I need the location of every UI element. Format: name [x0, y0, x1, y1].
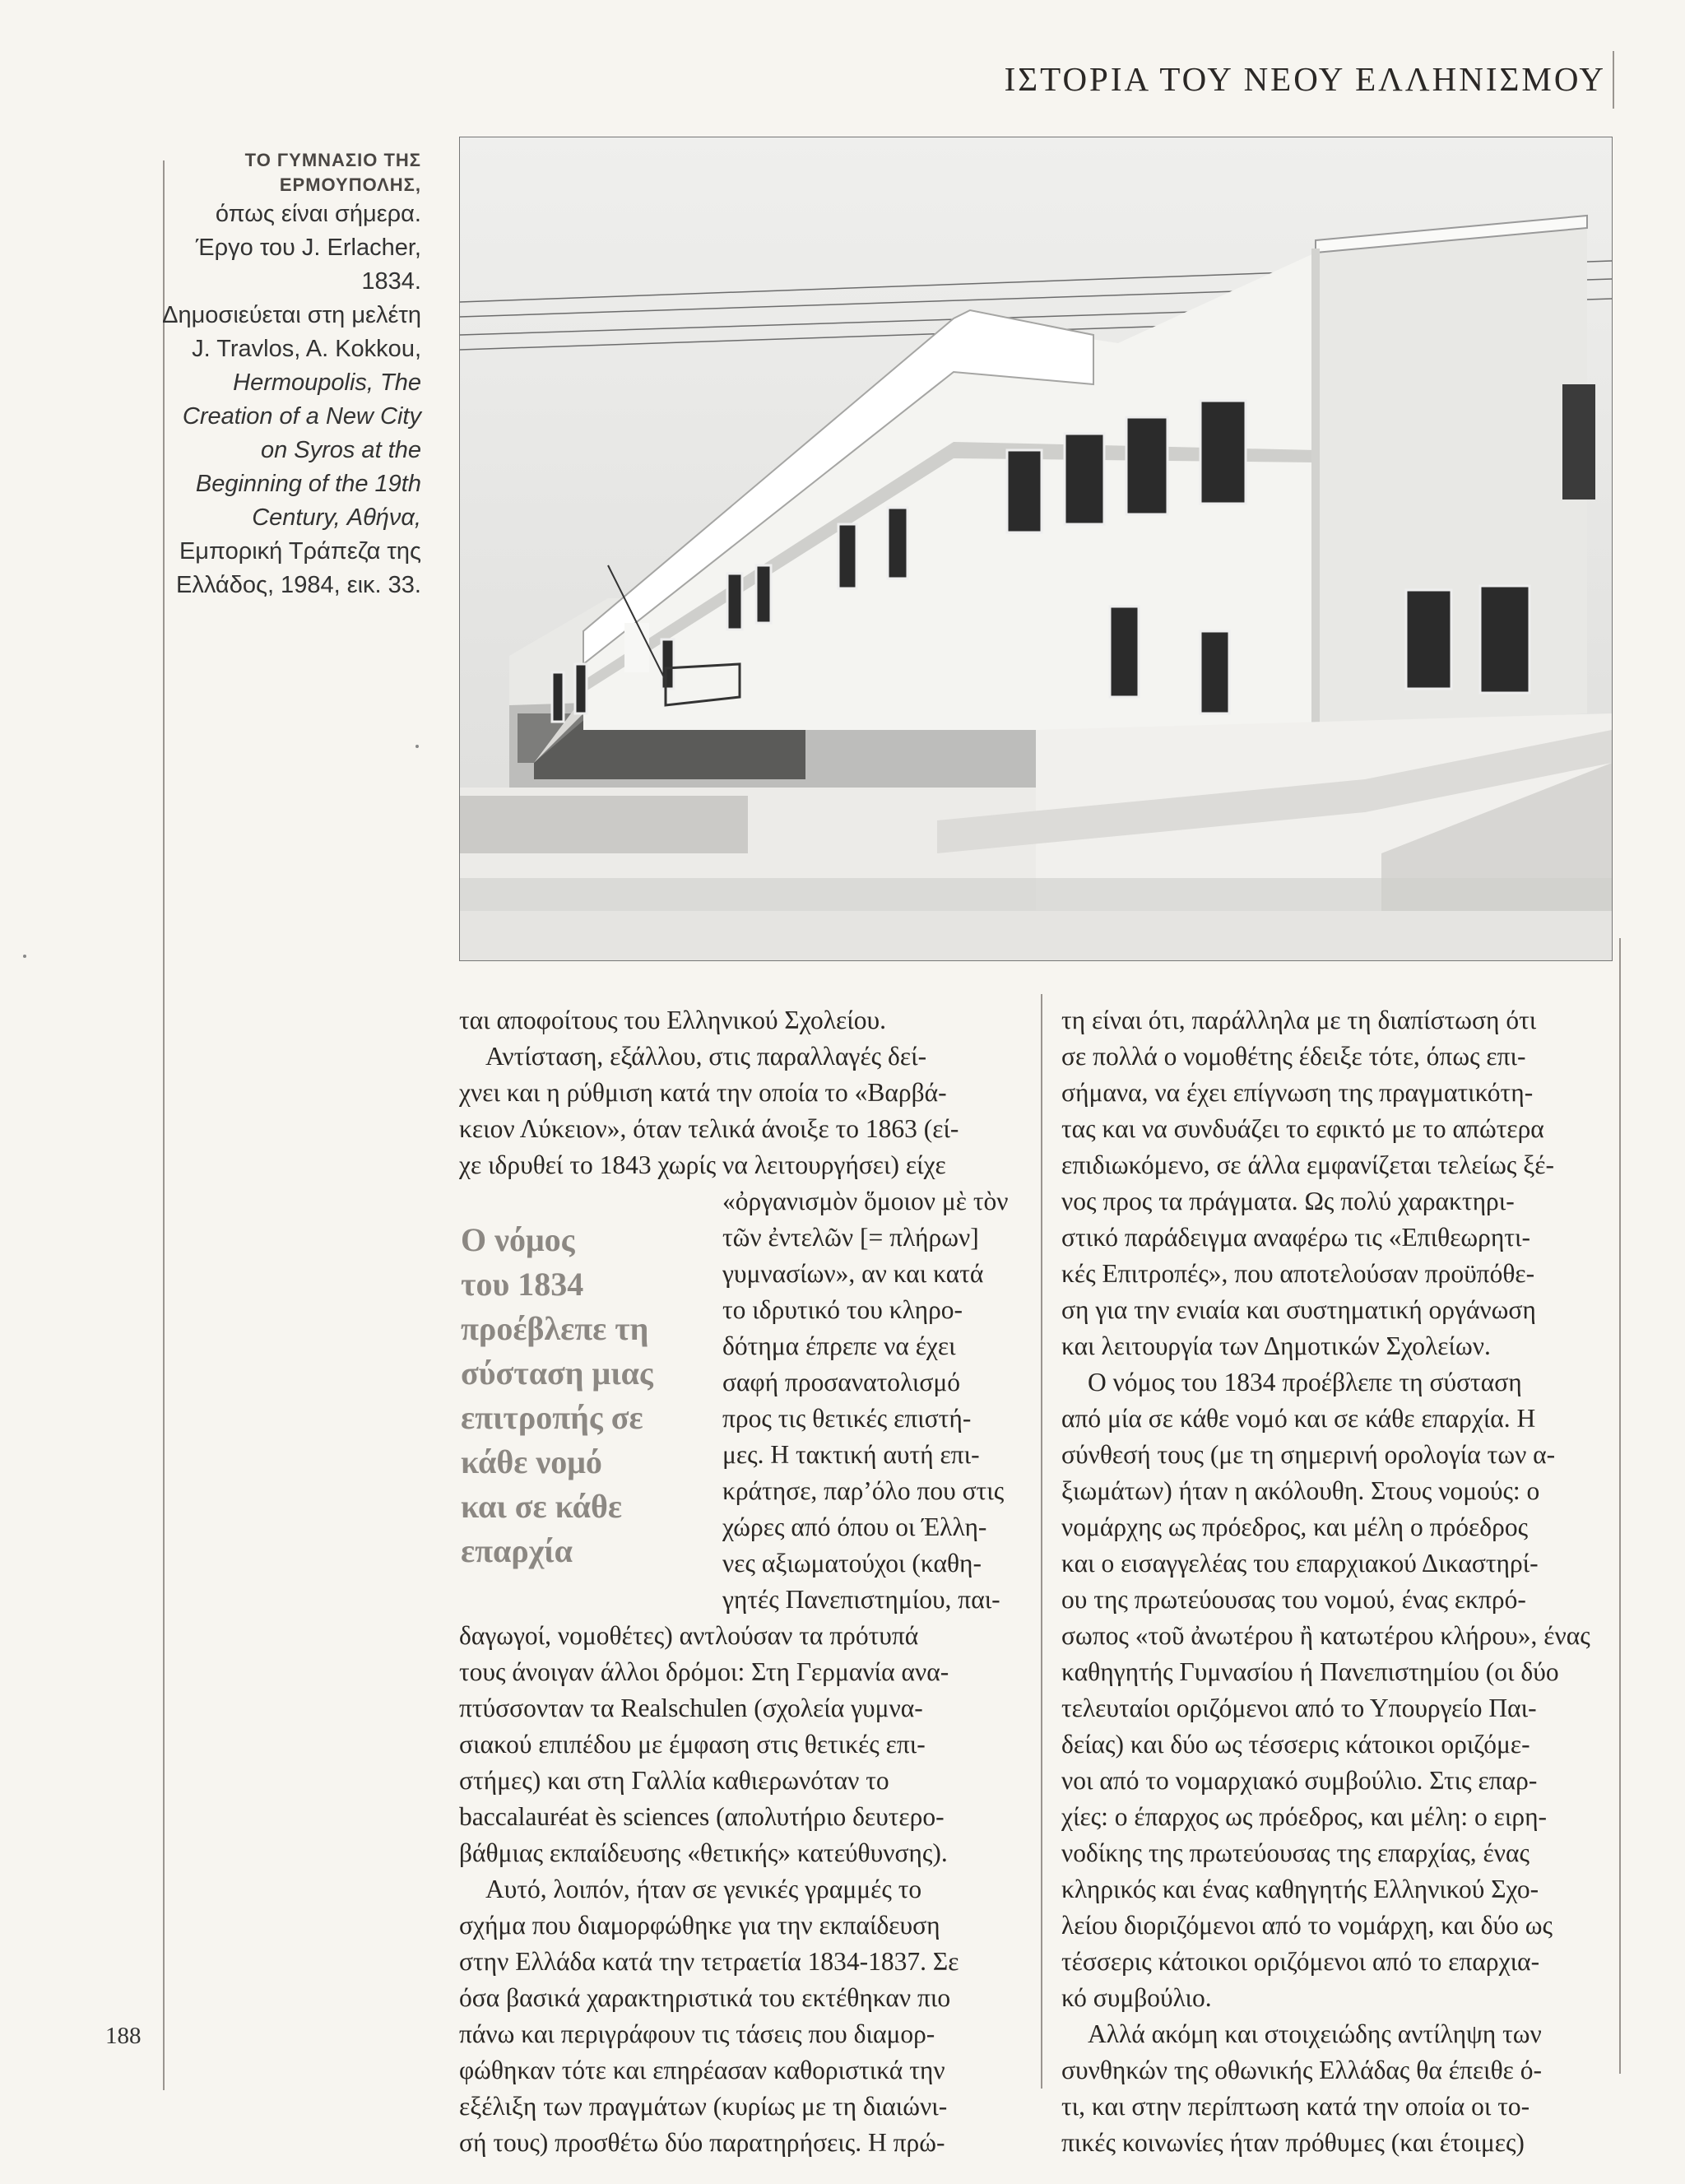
pull-quote-line: κάθε νομό	[461, 1443, 602, 1480]
text-line: σωπος «τοῦ ἀνωτέρου ἢ κατωτέρου κλήρου», ένας	[1061, 1621, 1590, 1650]
caption-line: Beginning of the 19th	[195, 471, 421, 497]
caption-line: Έργο του J. Erlacher,	[195, 235, 421, 261]
text-line: κό συμβούλιο.	[1061, 1983, 1212, 2012]
text-line: από μία σε κάθε νομό και σε κάθε επαρχία. Η	[1061, 1404, 1536, 1433]
pull-quote-line: σύσταση μιας	[461, 1355, 653, 1392]
text-line: καθηγητής Γυμνασίου ή Πανεπιστημίου (οι δύο	[1061, 1657, 1559, 1686]
right-margin-rule	[1613, 51, 1614, 109]
text-line: γυμνασίων», αν και κατά	[722, 1259, 984, 1288]
text-line: βάθμιας εκπαίδευσης «θετικής» κατεύθυνσης).	[459, 1838, 948, 1867]
text-line: σή τους) προσθέτω δύο παρατηρήσεις. Η πρώ-	[459, 2128, 945, 2157]
text-line: στήμες) και στη Γαλλία καθιερωνόταν το	[459, 1766, 889, 1795]
text-line: λείου διοριζόμενοι από το νομάρχη, και δύο ως	[1061, 1911, 1553, 1940]
text-line: σε πολλά ο νομοθέτης έδειξε τότε, όπως επι-	[1061, 1042, 1526, 1071]
margin-speck	[23, 955, 26, 958]
text-line: κληρικός και ένας καθηγητής Ελληνικού Σχο-	[1061, 1875, 1539, 1903]
text-line: σαφή προσανατολισμό	[722, 1368, 961, 1396]
text-line: πάνω και περιγράφουν τις τάσεις που διαμορ-	[459, 2019, 935, 2048]
text-line: πικές κοινωνίες ήταν πρόθυμες (και έτοιμες)	[1061, 2128, 1525, 2157]
caption-line: όπως είναι σήμερα.	[215, 201, 421, 227]
text-line: κράτησε, παρ’όλο που στις	[722, 1476, 1005, 1505]
text-line: σήμανα, να έχει επίγνωση της πραγματικότη-	[1061, 1078, 1534, 1107]
text-line: δαγωγοί, νομοθέτες) αντλούσαν τα πρότυπά	[459, 1621, 919, 1650]
text-line: baccalauréat ès sciences (απολυτήριο δευτερο-	[459, 1802, 945, 1831]
caption-title-line: ΤΟ ΓΥΜΝΑΣΙΟ ΤΗΣ	[244, 150, 421, 170]
text-line: στικό παράδειγμα αναφέρω τις «Επιθεωρητι-	[1061, 1223, 1530, 1252]
text-line: τη είναι ότι, παράλληλα με τη διαπίστωση ότι	[1061, 1006, 1537, 1034]
text-line: σχήμα που διαμορφώθηκε για την εκπαίδευση	[459, 1911, 940, 1940]
caption-line: on Syros at the	[260, 437, 421, 463]
text-line: προς τις θετικές επιστή-	[722, 1404, 972, 1433]
text-line: στην Ελλάδα κατά την τετραετία 1834-1837. Σε	[459, 1947, 959, 1976]
caption-line: Century, Αθήνα,	[252, 504, 421, 531]
photo-caption	[123, 148, 421, 602]
text-line: δότημα έπρεπε να έχει	[722, 1331, 956, 1360]
text-line: ση για την ενιαία και συστηματική οργάνωση	[1061, 1295, 1536, 1324]
text-line: τους άνοιγαν άλλοι δρόμοι: Στη Γερμανία ανα-	[459, 1657, 949, 1686]
text-line: τῶν ἐντελῶν [= πλήρων]	[722, 1223, 979, 1252]
left-column-narrow	[722, 1183, 1027, 1618]
caption-line: 1834.	[361, 268, 421, 295]
text-line: ξιωμάτων) ήταν η ακόλουθη. Στους νομούς: ο	[1061, 1476, 1540, 1505]
text-line: χνει και η ρύθμιση κατά την οποία το «Βαρβά-	[459, 1078, 947, 1107]
caption-line: Creation of a New City	[182, 403, 421, 430]
caption-line: Δημοσιεύεται στη μελέτη	[162, 302, 421, 328]
text-line: πτύσσονταν τα Realschulen (σχολεία γυμνα-	[459, 1694, 923, 1722]
caption-line: Ελλάδος, 1984, εικ. 33.	[176, 572, 421, 598]
text-line: κειον Λύκειον», όταν τελικά άνοιξε το 1863 (εί-	[459, 1114, 959, 1143]
text-line: όσα βασικά χαρακτηριστικά του εκτέθηκαν πιο	[459, 1983, 951, 2012]
text-line: Ο νόμος του 1834 προέβλεπε τη σύσταση	[1088, 1368, 1522, 1396]
text-line: χίες: ο έπαρχος ως πρόεδρος, και μέλη: ο ειρη-	[1061, 1802, 1548, 1831]
text-line: σύνθεσή τους (με τη σημερινή ορολογία των α-	[1061, 1440, 1556, 1469]
text-line: φώθηκαν τότε και επηρέασαν καθοριστικά την	[459, 2056, 945, 2084]
text-line: νες αξιωματούχοι (καθη-	[722, 1549, 982, 1578]
caption-line: J. Travlos, A. Kokkou,	[192, 336, 421, 362]
school-building-photo	[459, 137, 1613, 961]
text-line: Αλλά ακόμη και στοιχειώδης αντίληψη των	[1088, 2019, 1542, 2048]
text-line: τελευταίοι οριζόμενοι από το Υπουργείο Παι-	[1061, 1694, 1537, 1722]
caption-title-line: ΕΡΜΟΥΠΟΛΗΣ,	[279, 174, 421, 195]
text-line: ου της πρωτεύουσας του νομού, ένας εκπρό-	[1061, 1585, 1526, 1614]
text-line: τας και να συνδυάζει το εφικτό με το απώτερα	[1061, 1114, 1544, 1143]
pull-quote-line: του 1834	[461, 1266, 584, 1303]
caption-line: Εμπορική Τράπεζα της	[179, 538, 421, 565]
pull-quote-line: επαρχία	[461, 1532, 573, 1569]
right-column-rule	[1619, 938, 1621, 2074]
text-line: το ιδρυτικό του κληρο-	[722, 1295, 963, 1324]
pull-quote	[461, 1218, 708, 1573]
text-line: ται αποφοίτους του Ελληνικού Σχολείου.	[459, 1006, 886, 1034]
text-line: δείας) και δύο ως τέσσερις κάτοικοι οριζόμε-	[1061, 1730, 1530, 1759]
text-line: και ο εισαγγελέας του επαρχιακού Δικαστηρί-	[1061, 1549, 1539, 1578]
text-line: επιδιωκόμενο, σε άλλα εμφανίζεται τελείως ξέ-	[1061, 1150, 1554, 1179]
left-column-top	[459, 1002, 1027, 1183]
text-line: χώρες από όπου οι Έλλη-	[722, 1513, 987, 1541]
text-line: Αντίσταση, εξάλλου, στις παραλλαγές δεί-	[485, 1042, 927, 1071]
pull-quote-line: και σε κάθε	[461, 1488, 622, 1525]
caption-line: Hermoupolis, The	[233, 369, 421, 396]
text-line: συνθηκών της οθωνικής Ελλάδας θα έπειθε ό-	[1061, 2056, 1543, 2084]
pull-quote-line: Ο νόμος	[461, 1221, 575, 1258]
column-divider	[1041, 994, 1042, 2089]
text-line: νομάρχης ως πρόεδρος, και μέλη ο πρόεδρος	[1061, 1513, 1529, 1541]
building-illustration	[460, 137, 1612, 960]
text-line: γητές Πανεπιστημίου, παι-	[722, 1585, 1000, 1614]
text-line: Αυτό, λοιπόν, ήταν σε γενικές γραμμές το	[485, 1875, 922, 1903]
pull-quote-line: προέβλεπε τη	[461, 1310, 649, 1347]
page-number: 188	[105, 2023, 142, 2049]
text-line: και λειτουργία των Δημοτικών Σχολείων.	[1061, 1331, 1491, 1360]
text-line: εξέλιξη των πραγμάτων (κυρίως με τη διαιώνι-	[459, 2092, 948, 2121]
text-line: τέσσερις κάτοικοι οριζόμενοι από το επαρχια-	[1061, 1947, 1540, 1976]
running-head: ΙΣΤΟΡΙΑ ΤΟΥ ΝΕΟΥ ΕΛΛΗΝΙΣΜΟΥ	[1004, 60, 1606, 98]
text-line: τι, και στην περίπτωση κατά την οποία οι το-	[1061, 2092, 1530, 2121]
text-line: νος προς τα πράγματα. Ως πολύ χαρακτηρι-	[1061, 1187, 1515, 1215]
text-line: νοι από το νομαρχιακό συμβούλιο. Στις επαρ-	[1061, 1766, 1538, 1795]
text-line: νοδίκης της πρωτεύουσας της επαρχίας, ένας	[1061, 1838, 1529, 1867]
text-line: κές Επιτροπές», που αποτελούσαν προϋπόθε-	[1061, 1259, 1535, 1288]
text-line: σιακού επιπέδου με έμφαση στις θετικές επι-	[459, 1730, 926, 1759]
text-line: χε ιδρυθεί το 1843 χωρίς να λειτουργήσει) είχε	[459, 1150, 946, 1179]
left-column-bottom	[459, 1618, 1027, 2161]
margin-speck	[415, 745, 419, 748]
text-line: «ὀργανισμὸν ὅμοιον μὲ τὸν	[722, 1187, 1009, 1215]
text-line: μες. Η τακτική αυτή επι-	[722, 1440, 980, 1469]
pull-quote-line: επιτροπής σε	[461, 1399, 643, 1436]
right-column	[1061, 1002, 1613, 2161]
